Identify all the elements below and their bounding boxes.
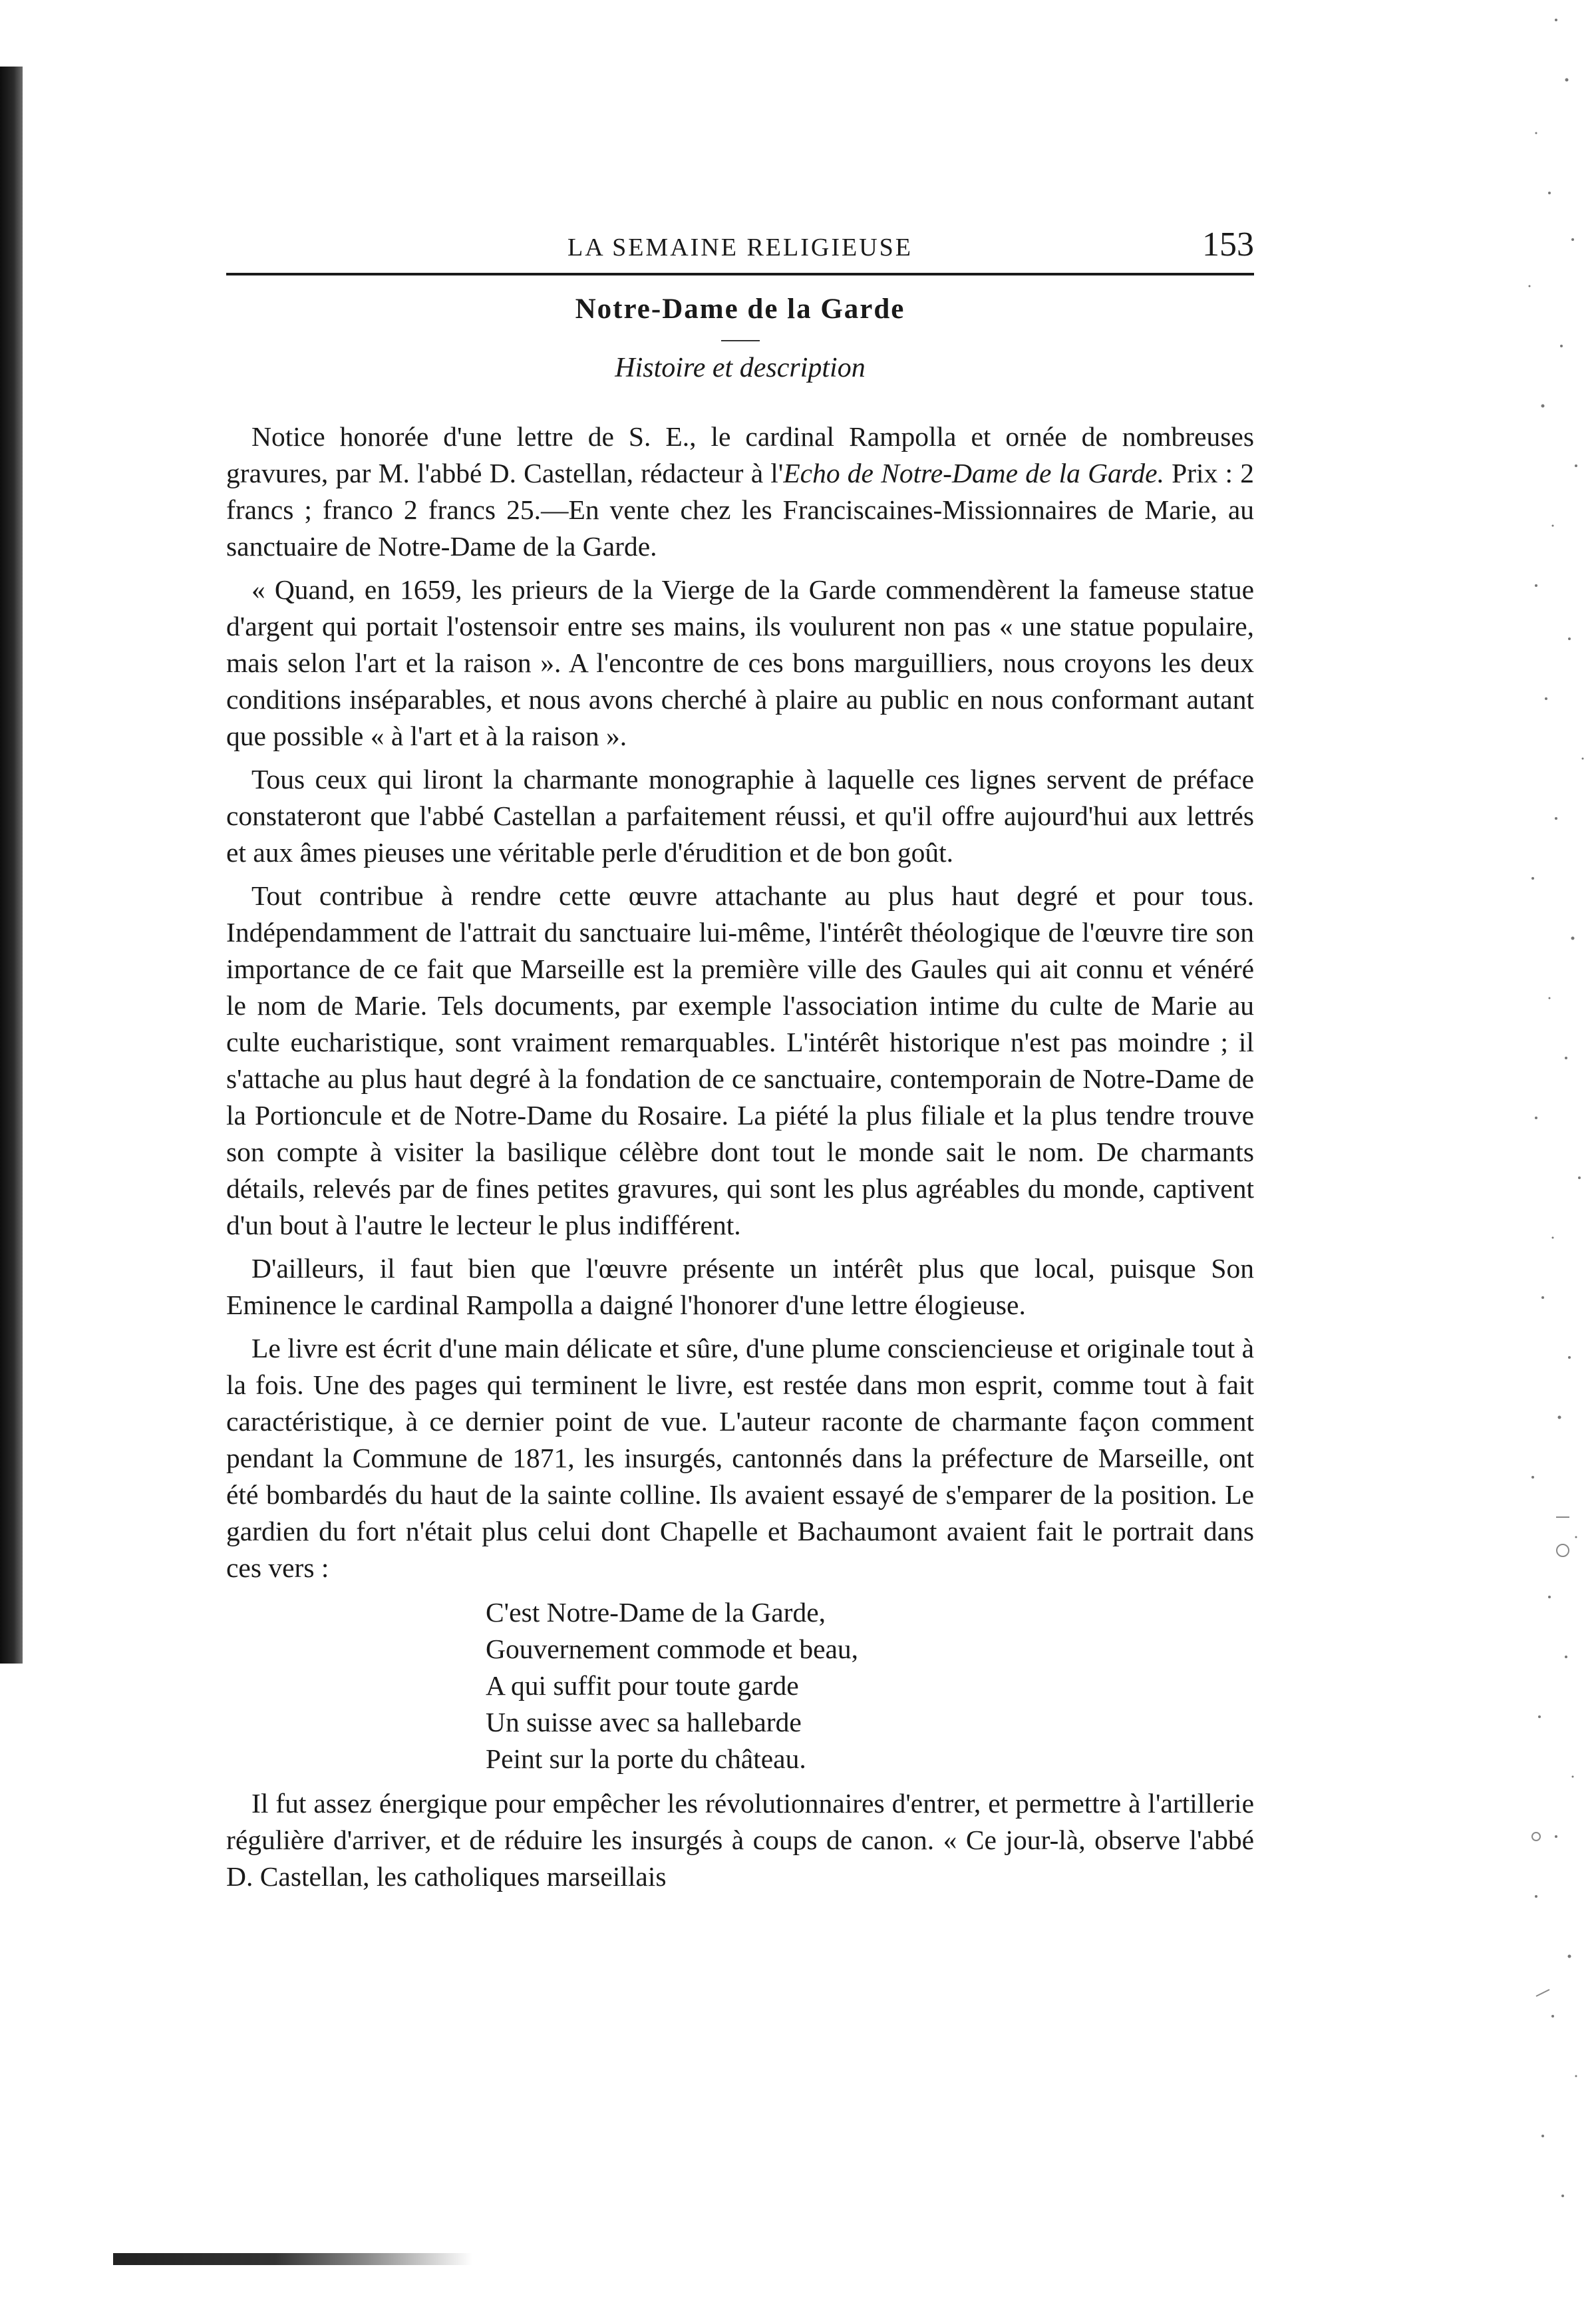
scan-smudge [113, 2253, 472, 2265]
verse-line: C'est Notre-Dame de la Garde, [486, 1597, 826, 1628]
paragraph: D'ailleurs, il faut bien que l'œuvre présente un intérêt plus que local, puisque Son Eminence le cardinal Rampolla a daigné l'honorer d'une lettre élogieuse. [226, 1253, 1254, 1320]
title-divider [721, 340, 760, 341]
margin-specks [1436, 0, 1596, 2301]
paragraph: Tout contribue à rendre cette œuvre attachante au plus haut degré et pour tous. Indépendamment de l'attrait du sanctuaire lui-même, l'intérêt théologique de l'œuvre tire son importance de ce fait que Marseille est la première ville des Gaules qui ait connu et vénéré le nom de Marie. Tels documents, par exemple l'association intime du culte de Marie au culte eucharistique, sont vraiment remarquables. L'intérêt historique n'est pas moindre ; il s'attache au plus haut degré à la fondation de ce sanctuaire, contemporain de Notre-Dame de la Portioncule et de Notre-Dame du Rosaire. La piété la plus filiale et la plus tendre trouve son compte à visiter la basilique célèbre dont tout le monde sait le nom. De charmants détails, relevés par de fines petites gravures, qui sont les plus agréables du monde, captivent d'un bout à l'autre le lecteur le plus indifférent. [226, 880, 1254, 1240]
verse-line: Un suisse avec sa hallebarde [486, 1707, 802, 1737]
verse-quotation [486, 1594, 1254, 1777]
notice-text-start: Notice honorée d'une lettre de S. E., le cardinal Rampolla et ornée de nombreuses gravures, par M. l'abbé D. Castellan, rédacteur à l' [226, 421, 1254, 488]
paragraph: Tous ceux qui liront la charmante monographie à laquelle ces lignes servent de préface constateront que l'abbé Castellan a parfaitement réussi, et qu'il offre aujourd'hui aux lettrés et aux âmes pieuses une véritable perle d'érudition et de bon goût. [226, 764, 1254, 868]
page-number: 153 [1202, 226, 1254, 264]
article-subtitle: Histoire et description [615, 353, 866, 383]
running-title: LA SEMAINE RELIGIEUSE [567, 234, 913, 262]
journal-title: Echo de Notre-Dame de la Garde. [783, 458, 1164, 488]
running-head [226, 226, 1254, 275]
paragraph: « Quand, en 1659, les prieurs de la Vierge de la Garde commendèrent la fameuse statue d'argent qui portait l'ostensoir entre ses mains, ils voulurent non pas « une statue populaire, mais selon l'art et la raison ». A l'encontre de ces bons marguilliers, nous croyons les deux conditions inséparables, et nous avons cherché à plaire au public en nous conformant autant que possible « à l'art et à la raison ». [226, 574, 1254, 751]
verse-line: A qui suffit pour toute garde [486, 1670, 799, 1701]
article-title: Notre-Dame de la Garde [575, 293, 905, 325]
closing-paragraph: Il fut assez énergique pour empêcher les révolutionnaires d'entrer, et permettre à l'artillerie régulière d'arriver, et de réduire les insurgés à coups de canon. « Ce jour-là, observe l'abbé D. Castellan, les catholiques marseillais [226, 1788, 1254, 1892]
book-page [226, 226, 1254, 1902]
verse-line: Gouvernement commode et beau, [486, 1634, 859, 1664]
verse-line: Peint sur la porte du château. [486, 1743, 806, 1774]
article-body [226, 419, 1254, 1895]
notice-text-end: Prix : 2 francs ; franco 2 francs 25.—En vente chez les Franciscaines-Missionnaires de Marie, au sanctuaire de Notre-Dame de la Garde. [226, 458, 1255, 562]
notice-paragraph [226, 419, 1254, 565]
paragraph: Le livre est écrit d'une main délicate et sûre, d'une plume consciencieuse et originale tout à la fois. Une des pages qui terminent le livre, est restée dans mon esprit, comme tout à fait caractéristique, à ce dernier point de vue. L'auteur raconte de charmante façon comment pendant la Commune de 1871, les insurgés, cantonnés dans la préfecture de Marseille, ont été bombardés du haut de la sainte colline. Ils avaient essayé de s'emparer de la position. Le gardien du fort n'était plus celui dont Chapelle et Bachaumont avaient fait le portrait dans ces vers : [226, 1333, 1254, 1583]
binding-shadow [0, 67, 23, 1664]
